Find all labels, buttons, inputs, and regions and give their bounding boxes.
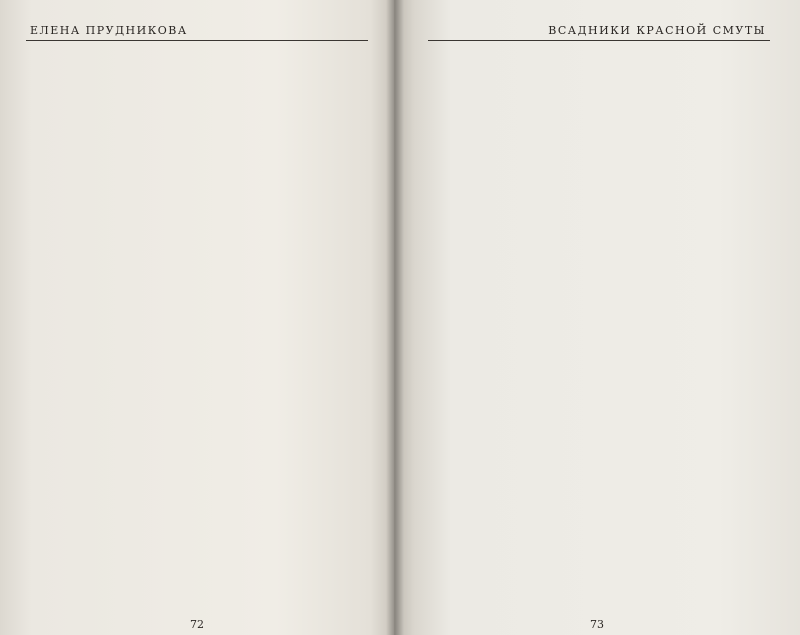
left-page-number: 72 bbox=[190, 618, 204, 631]
right-page bbox=[394, 0, 800, 635]
left-running-head: ЕЛЕНА ПРУДНИКОВА bbox=[26, 24, 368, 41]
right-page-number: 73 bbox=[590, 618, 604, 631]
right-running-head: ВСАДНИКИ КРАСНОЙ СМУТЫ bbox=[428, 24, 770, 41]
left-page bbox=[0, 0, 394, 635]
